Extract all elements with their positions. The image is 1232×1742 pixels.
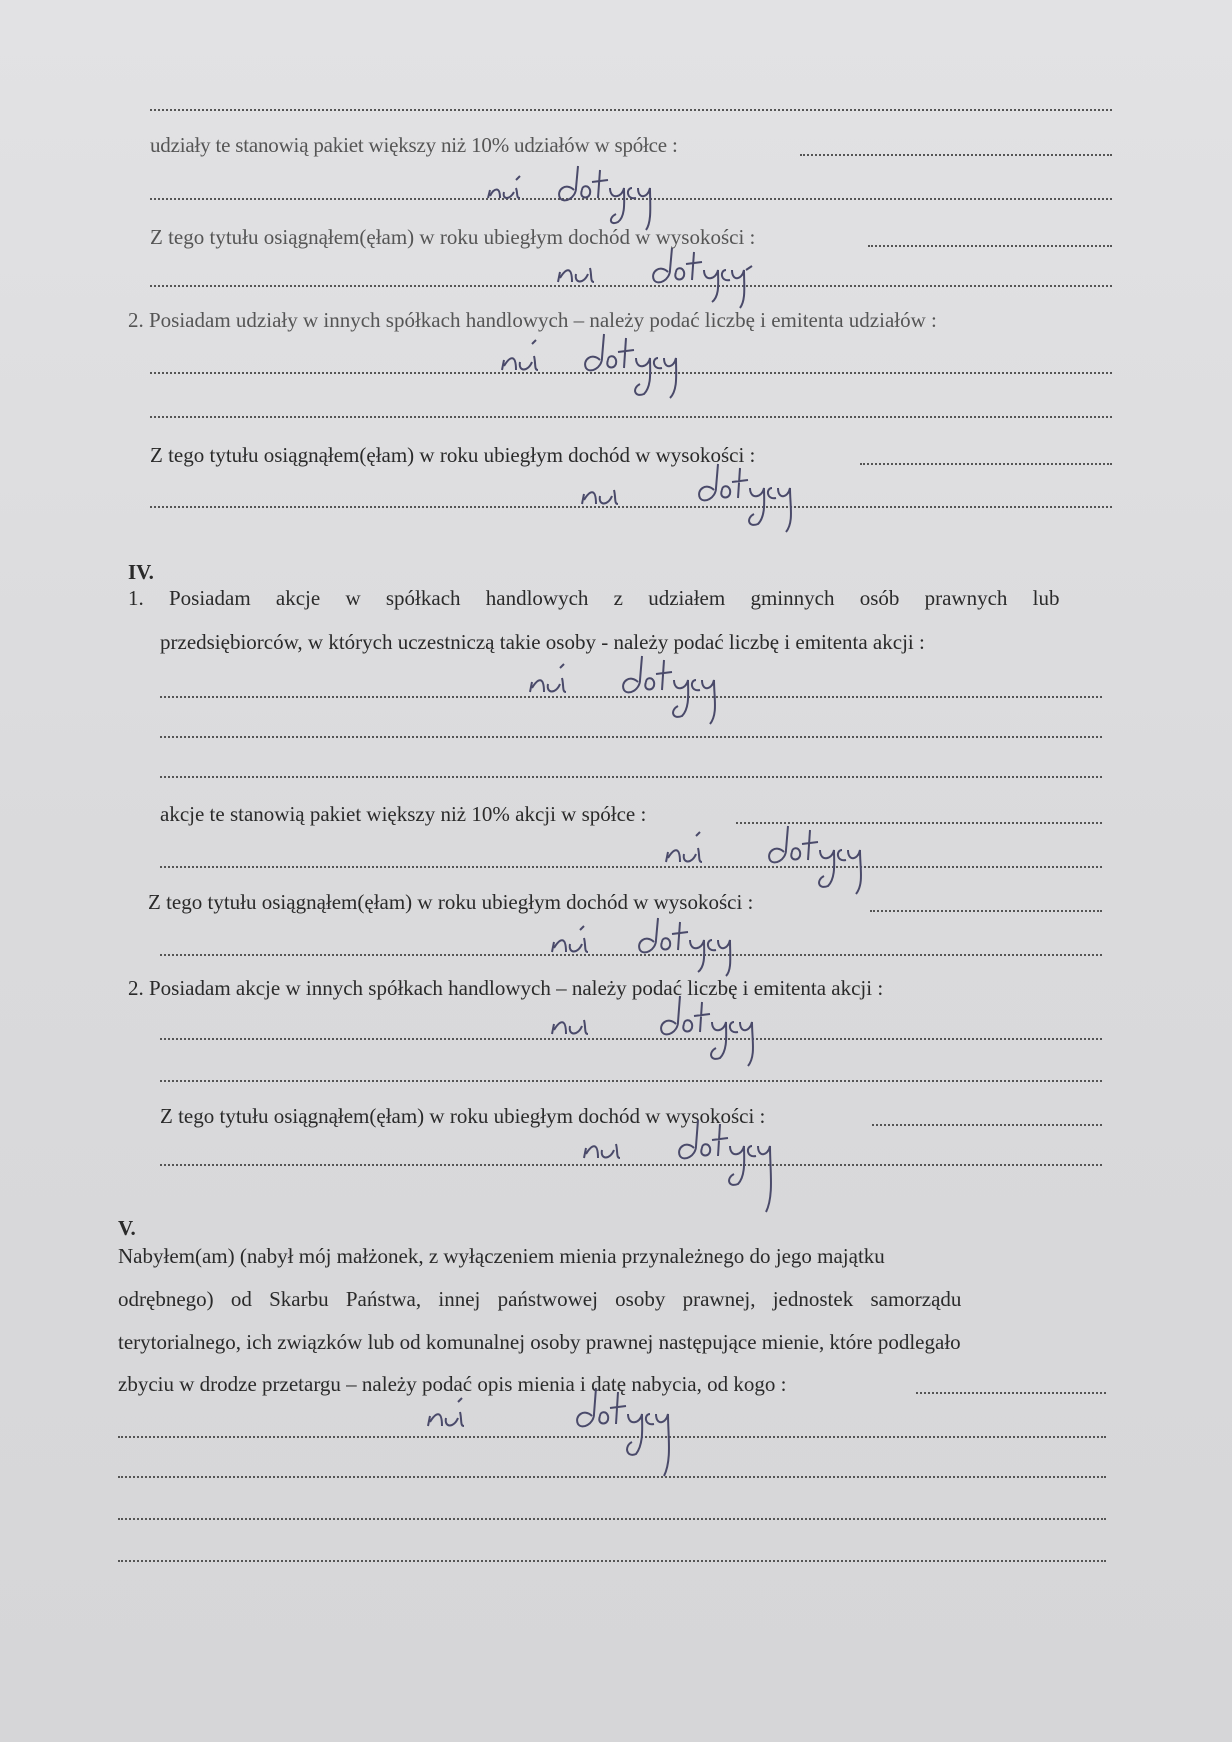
dotted-answer-line: [800, 152, 1112, 156]
dotted-answer-line: [872, 1122, 1102, 1126]
text-v-para-line-1: Nabyłem(am) (nabył mój małżonek, z wyłączeniem mienia przynależnego do jego majątku: [118, 1244, 885, 1268]
handwritten-nie-dotyczy: [528, 648, 828, 738]
dotted-answer-line: [118, 1558, 1106, 1562]
text-iv-item-1-line-2: przedsiębiorców, w których uczestniczą takie osoby - należy podać liczbę i emitenta akcji :: [160, 630, 925, 654]
dotted-answer-line: [870, 908, 1102, 912]
text-iv-item-1-line-1: 1. Posiadam akcje w spółkach handlowych z udziałem gminnych osób prawnych lub: [128, 586, 1060, 610]
text-item-2-udzialy: 2. Posiadam udziały w innych spółkach handlowych – należy podać liczbę i emitenta udziałów :: [128, 308, 937, 332]
text-dochod-1: Z tego tytułu osiągnąłem(ęłam) w roku ubiegłym dochód w wysokości :: [150, 225, 756, 249]
handwritten-nie-dotyczy: [550, 990, 850, 1080]
text-iv-dochod-2: Z tego tytułu osiągnąłem(ęłam) w roku ubiegłym dochód w wysokości :: [160, 1104, 766, 1128]
text-udzialy-pakiet: udziały te stanowią pakiet większy niż 10% udziałów w spółce :: [150, 133, 678, 157]
dotted-answer-line: [118, 1516, 1106, 1520]
dotted-answer-line: [150, 414, 1112, 418]
text-akcje-pakiet: akcje te stanowią pakiet większy niż 10% akcji w spółce :: [160, 802, 647, 826]
dotted-answer-line: [868, 243, 1112, 247]
text-iv-dochod-1: Z tego tytułu osiągnąłem(ęłam) w roku ubiegłym dochód w wysokości :: [148, 890, 754, 914]
text-iv-item-2: 2. Posiadam akcje w innych spółkach handlowych – należy podać liczbę i emitenta akcji :: [128, 976, 884, 1000]
text-v-para-line-4: zbyciu w drodze przetargu – należy podać opis mienia i datę nabycia, od kogo :: [118, 1372, 787, 1396]
handwritten-nie-dotyczy: [580, 460, 880, 550]
text-v-para-line-3: terytorialnego, ich związków lub od komunalnej osoby prawnej następujące mienie, które podlegało: [118, 1330, 961, 1354]
dotted-answer-line: [118, 1474, 1106, 1478]
dotted-answer-line: [160, 1078, 1102, 1082]
text-v-para-line-2: odrębnego) od Skarbu Państwa, innej państwowej osoby prawnej, jednostek samorządu: [118, 1287, 962, 1311]
handwritten-nie-dotyczy: [500, 322, 800, 412]
dotted-answer-line: [860, 461, 1112, 465]
handwritten-nie-dotyczy: [556, 238, 856, 318]
dotted-answer-line: [916, 1390, 1106, 1394]
text-dochod-2: Z tego tytułu osiągnąłem(ęłam) w roku ubiegłym dochód w wysokości :: [150, 443, 756, 467]
dotted-answer-line: [160, 774, 1102, 778]
dotted-answer-line: [160, 734, 1102, 738]
section-heading-v: V.: [118, 1216, 136, 1240]
dotted-answer-line: [150, 107, 1112, 111]
handwritten-nie-dotyczy: [582, 1112, 882, 1222]
section-heading-iv: IV.: [128, 560, 154, 584]
